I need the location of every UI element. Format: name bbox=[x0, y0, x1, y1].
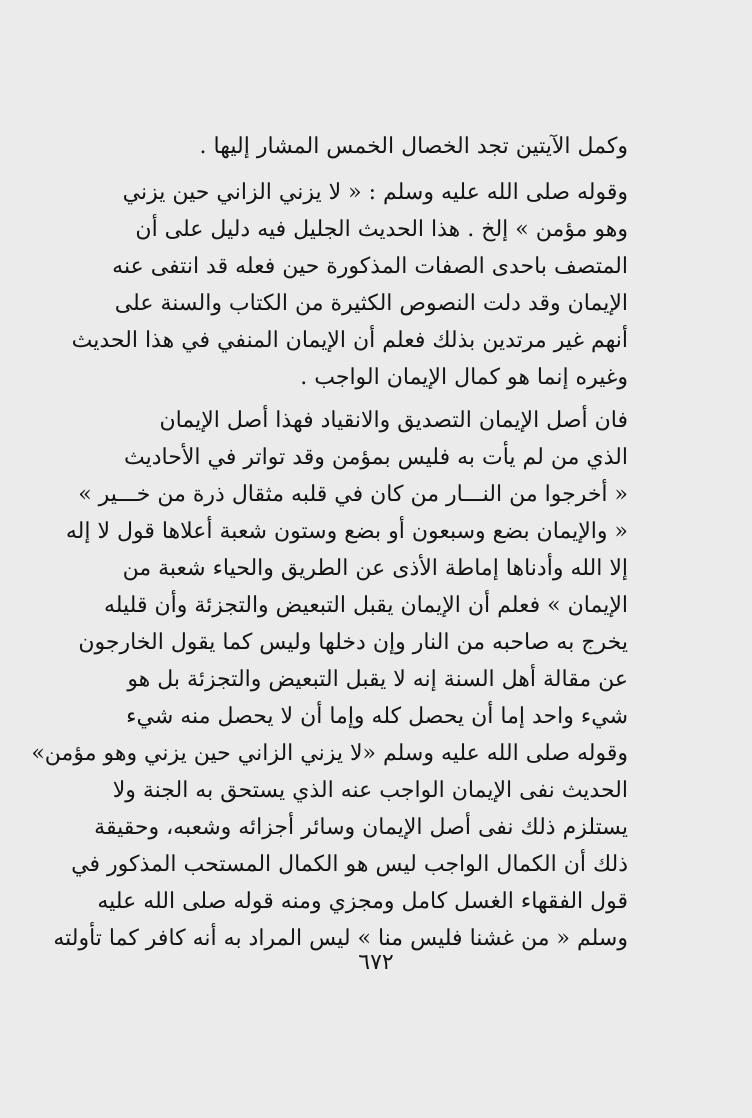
text-line: وسلم « من غشنا فليس منا » ليس المراد به أنه كافر كما تأولته bbox=[53, 926, 628, 951]
text-line: إلا الله وأدناها إماطة الأذى عن الطريق والحياء شعبة من bbox=[122, 556, 628, 581]
text-line: قول الفقهاء الغسل كامل ومجزي ومنه قوله صلى الله عليه bbox=[97, 889, 628, 914]
paragraph-1 bbox=[118, 128, 628, 165]
text-line: فان أصل الإيمان التصديق والانقياد فهذا أصل الإيمان bbox=[159, 408, 628, 433]
text-line: يخرج به صاحبه من النار وإن دخلها وليس كما يقول الخارجون bbox=[78, 630, 628, 655]
text-line: ذلك أن الكمال الواجب ليس هو الكمال المستحب المذكور في bbox=[71, 852, 628, 877]
text-line: عن مقالة أهل السنة إنه لا يقبل التبعيض والتجزئة بل هو bbox=[127, 667, 628, 692]
text-line: « والإيمان بضع وسبعون أو بضع وستون شعبة أعلاها قول لا إله bbox=[65, 519, 628, 544]
paragraph-2 bbox=[71, 174, 628, 396]
text-line: الإيمان » فعلم أن الإيمان يقبل التبعيض والتجزئة وأن قليله bbox=[103, 593, 628, 618]
page-number: ٦٧٢ bbox=[358, 950, 394, 975]
text-line: الذي من لم يأت به فليس بمؤمن وقد تواتر في الأحاديث bbox=[124, 445, 628, 470]
text-line: وقوله صلى الله عليه وسلم «لا يزني الزاني حين يزني وهو مؤمن» bbox=[31, 741, 628, 766]
paragraph-3 bbox=[31, 402, 628, 957]
text-line: أنهم غير مرتدين بذلك فعلم أن الإيمان المنفي في هذا الحديث bbox=[71, 328, 628, 353]
text-line: شيء واحد إما أن يحصل كله وإما أن لا يحصل منه شيء bbox=[126, 704, 628, 729]
text-line: المتصف باحدى الصفات المذكورة حين فعله قد انتفى عنه bbox=[112, 254, 628, 279]
text-line: وغيره إنما هو كمال الإيمان الواجب . bbox=[300, 365, 628, 390]
text-line: الإيمان وقد دلت النصوص الكثيرة من الكتاب والسنة على bbox=[114, 291, 628, 316]
text-line: وهو مؤمن » إلخ . هذا الحديث الجليل فيه دليل على أن bbox=[135, 217, 628, 242]
text-line: وكمل الآيتين تجد الخصال الخمس المشار إليها . bbox=[199, 134, 628, 159]
text-line: الحديث نفى الإيمان الواجب عنه الذي يستحق به الجنة ولا bbox=[112, 778, 628, 803]
text-line: يستلزم ذلك نفى أصل الإيمان وسائر أجزائه وشعبه، وحقيقة bbox=[94, 815, 628, 840]
text-line: « أخرجوا من النـــار من كان في قلبه مثقال ذرة من خـــير » bbox=[78, 482, 628, 507]
text-line: وقوله صلى الله عليه وسلم : « لا يزني الزاني حين يزني bbox=[122, 180, 628, 205]
